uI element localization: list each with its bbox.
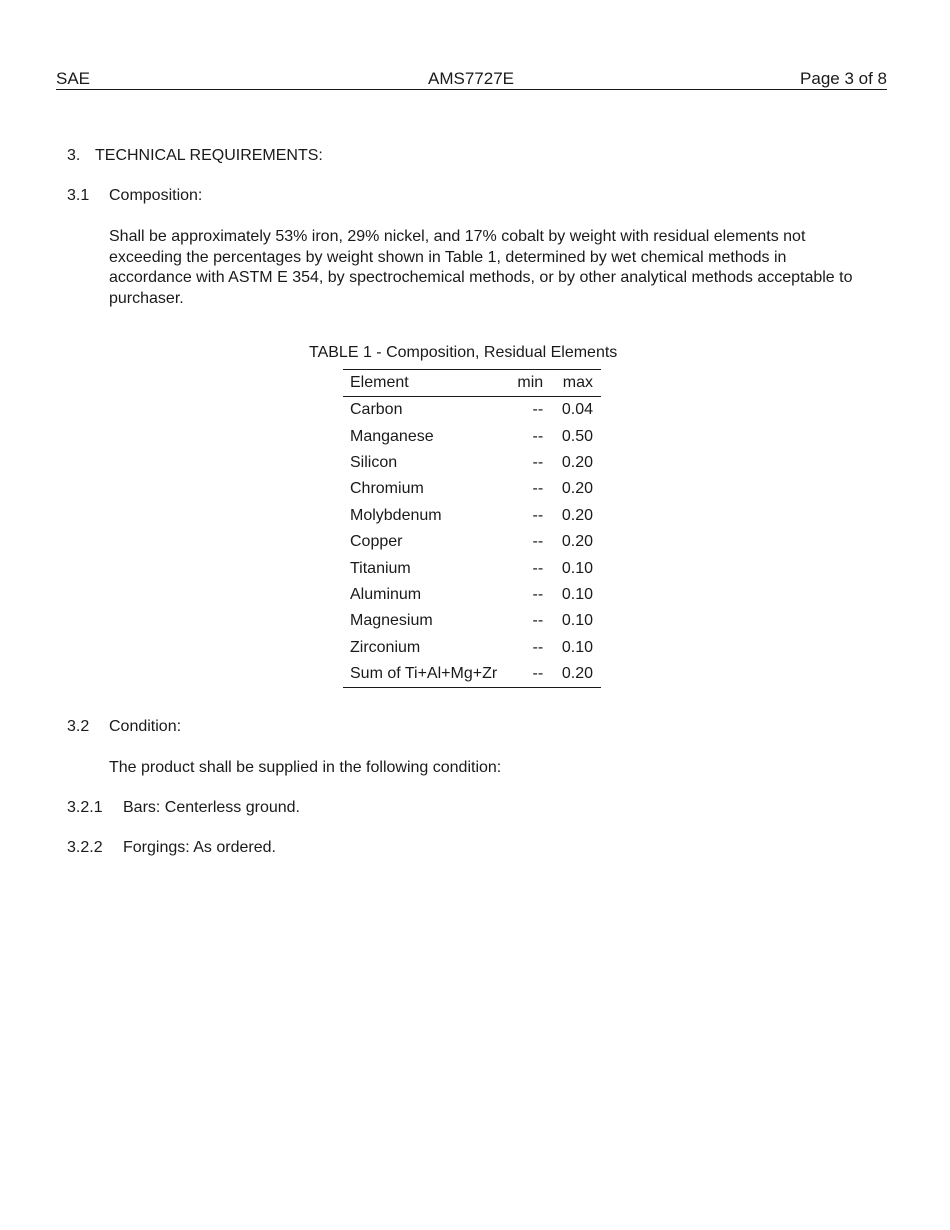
min-cell: -- — [532, 638, 544, 656]
column-header-element: Element — [343, 370, 500, 397]
min-cell: -- — [532, 612, 544, 630]
element-cell: Carbon — [350, 401, 403, 419]
table-row — [343, 503, 601, 529]
element-cell: Aluminum — [350, 585, 422, 603]
header-organization: SAE — [56, 69, 91, 88]
table-row — [343, 555, 601, 581]
table-1-caption: TABLE 1 - Composition, Residual Elements — [309, 344, 618, 361]
section-3-1-heading — [67, 186, 367, 206]
section-3-title: TECHNICAL REQUIREMENTS: — [95, 147, 323, 164]
element-cell: Copper — [350, 533, 403, 551]
element-cell: Chromium — [350, 480, 424, 498]
table-header-row — [343, 370, 601, 397]
min-cell: -- — [532, 585, 544, 603]
table-row — [343, 423, 601, 449]
min-cell: -- — [532, 665, 544, 683]
table-row — [343, 661, 601, 688]
max-cell: 0.04 — [561, 401, 593, 419]
min-cell: -- — [532, 533, 544, 551]
header-document-number: AMS7727E — [428, 69, 514, 88]
element-cell: Magnesium — [350, 612, 433, 630]
table-row — [343, 397, 601, 424]
max-cell: 0.10 — [561, 585, 593, 603]
section-3-1-title: Composition: — [109, 187, 203, 204]
max-cell: 0.10 — [561, 612, 593, 630]
column-header-max: max — [549, 370, 601, 397]
table-row — [343, 529, 601, 555]
header-page-number: Page 3 of 8 — [800, 69, 887, 88]
min-cell: -- — [532, 453, 544, 471]
section-3-2-heading — [67, 717, 367, 737]
composition-table — [343, 369, 601, 688]
section-3-heading — [67, 146, 323, 166]
section-3-1-number: 3.1 — [67, 187, 90, 204]
section-3-number: 3. — [67, 147, 81, 164]
max-cell: 0.10 — [561, 559, 593, 577]
composition-paragraph: Shall be approximately 53% iron, 29% nickel, and 17% cobalt by weight with residual elements not exceeding the percentages by weight shown in Table 1, determined by wet chemical methods in accordance with ASTM E 354, by spectrochemical methods, or by other analytical methods acceptable to purchaser. — [109, 228, 853, 307]
page-header — [56, 68, 887, 90]
table-row — [343, 450, 601, 476]
condition-paragraph: The product shall be supplied in the following condition: — [109, 759, 502, 776]
element-cell: Silicon — [350, 453, 398, 471]
table-row — [343, 608, 601, 634]
section-3-2-2 — [67, 838, 467, 858]
min-cell: -- — [532, 559, 544, 577]
element-cell: Molybdenum — [350, 506, 442, 524]
min-cell: -- — [532, 401, 544, 419]
section-3-2-1-number: 3.2.1 — [67, 799, 103, 816]
max-cell: 0.20 — [561, 506, 593, 524]
table-row — [343, 582, 601, 608]
max-cell: 0.50 — [561, 427, 593, 445]
table-row — [343, 476, 601, 502]
max-cell: 0.20 — [561, 480, 593, 498]
max-cell: 0.20 — [561, 453, 593, 471]
element-cell: Manganese — [350, 427, 434, 445]
section-3-2-2-text: Forgings: As ordered. — [123, 839, 276, 856]
max-cell: 0.20 — [561, 665, 593, 683]
max-cell: 0.10 — [561, 638, 593, 656]
column-header-min: min — [500, 370, 549, 397]
element-cell: Zirconium — [350, 638, 421, 656]
max-cell: 0.20 — [561, 533, 593, 551]
section-3-2-title: Condition: — [109, 718, 182, 735]
min-cell: -- — [532, 480, 544, 498]
section-3-2-2-number: 3.2.2 — [67, 839, 103, 856]
element-cell: Titanium — [350, 559, 411, 577]
section-3-2-1 — [67, 798, 467, 818]
table-row — [343, 635, 601, 661]
section-3-2-1-text: Bars: Centerless ground. — [123, 799, 300, 816]
element-cell: Sum of Ti+Al+Mg+Zr — [350, 665, 498, 683]
min-cell: -- — [532, 427, 544, 445]
section-3-2-number: 3.2 — [67, 718, 90, 735]
min-cell: -- — [532, 506, 544, 524]
